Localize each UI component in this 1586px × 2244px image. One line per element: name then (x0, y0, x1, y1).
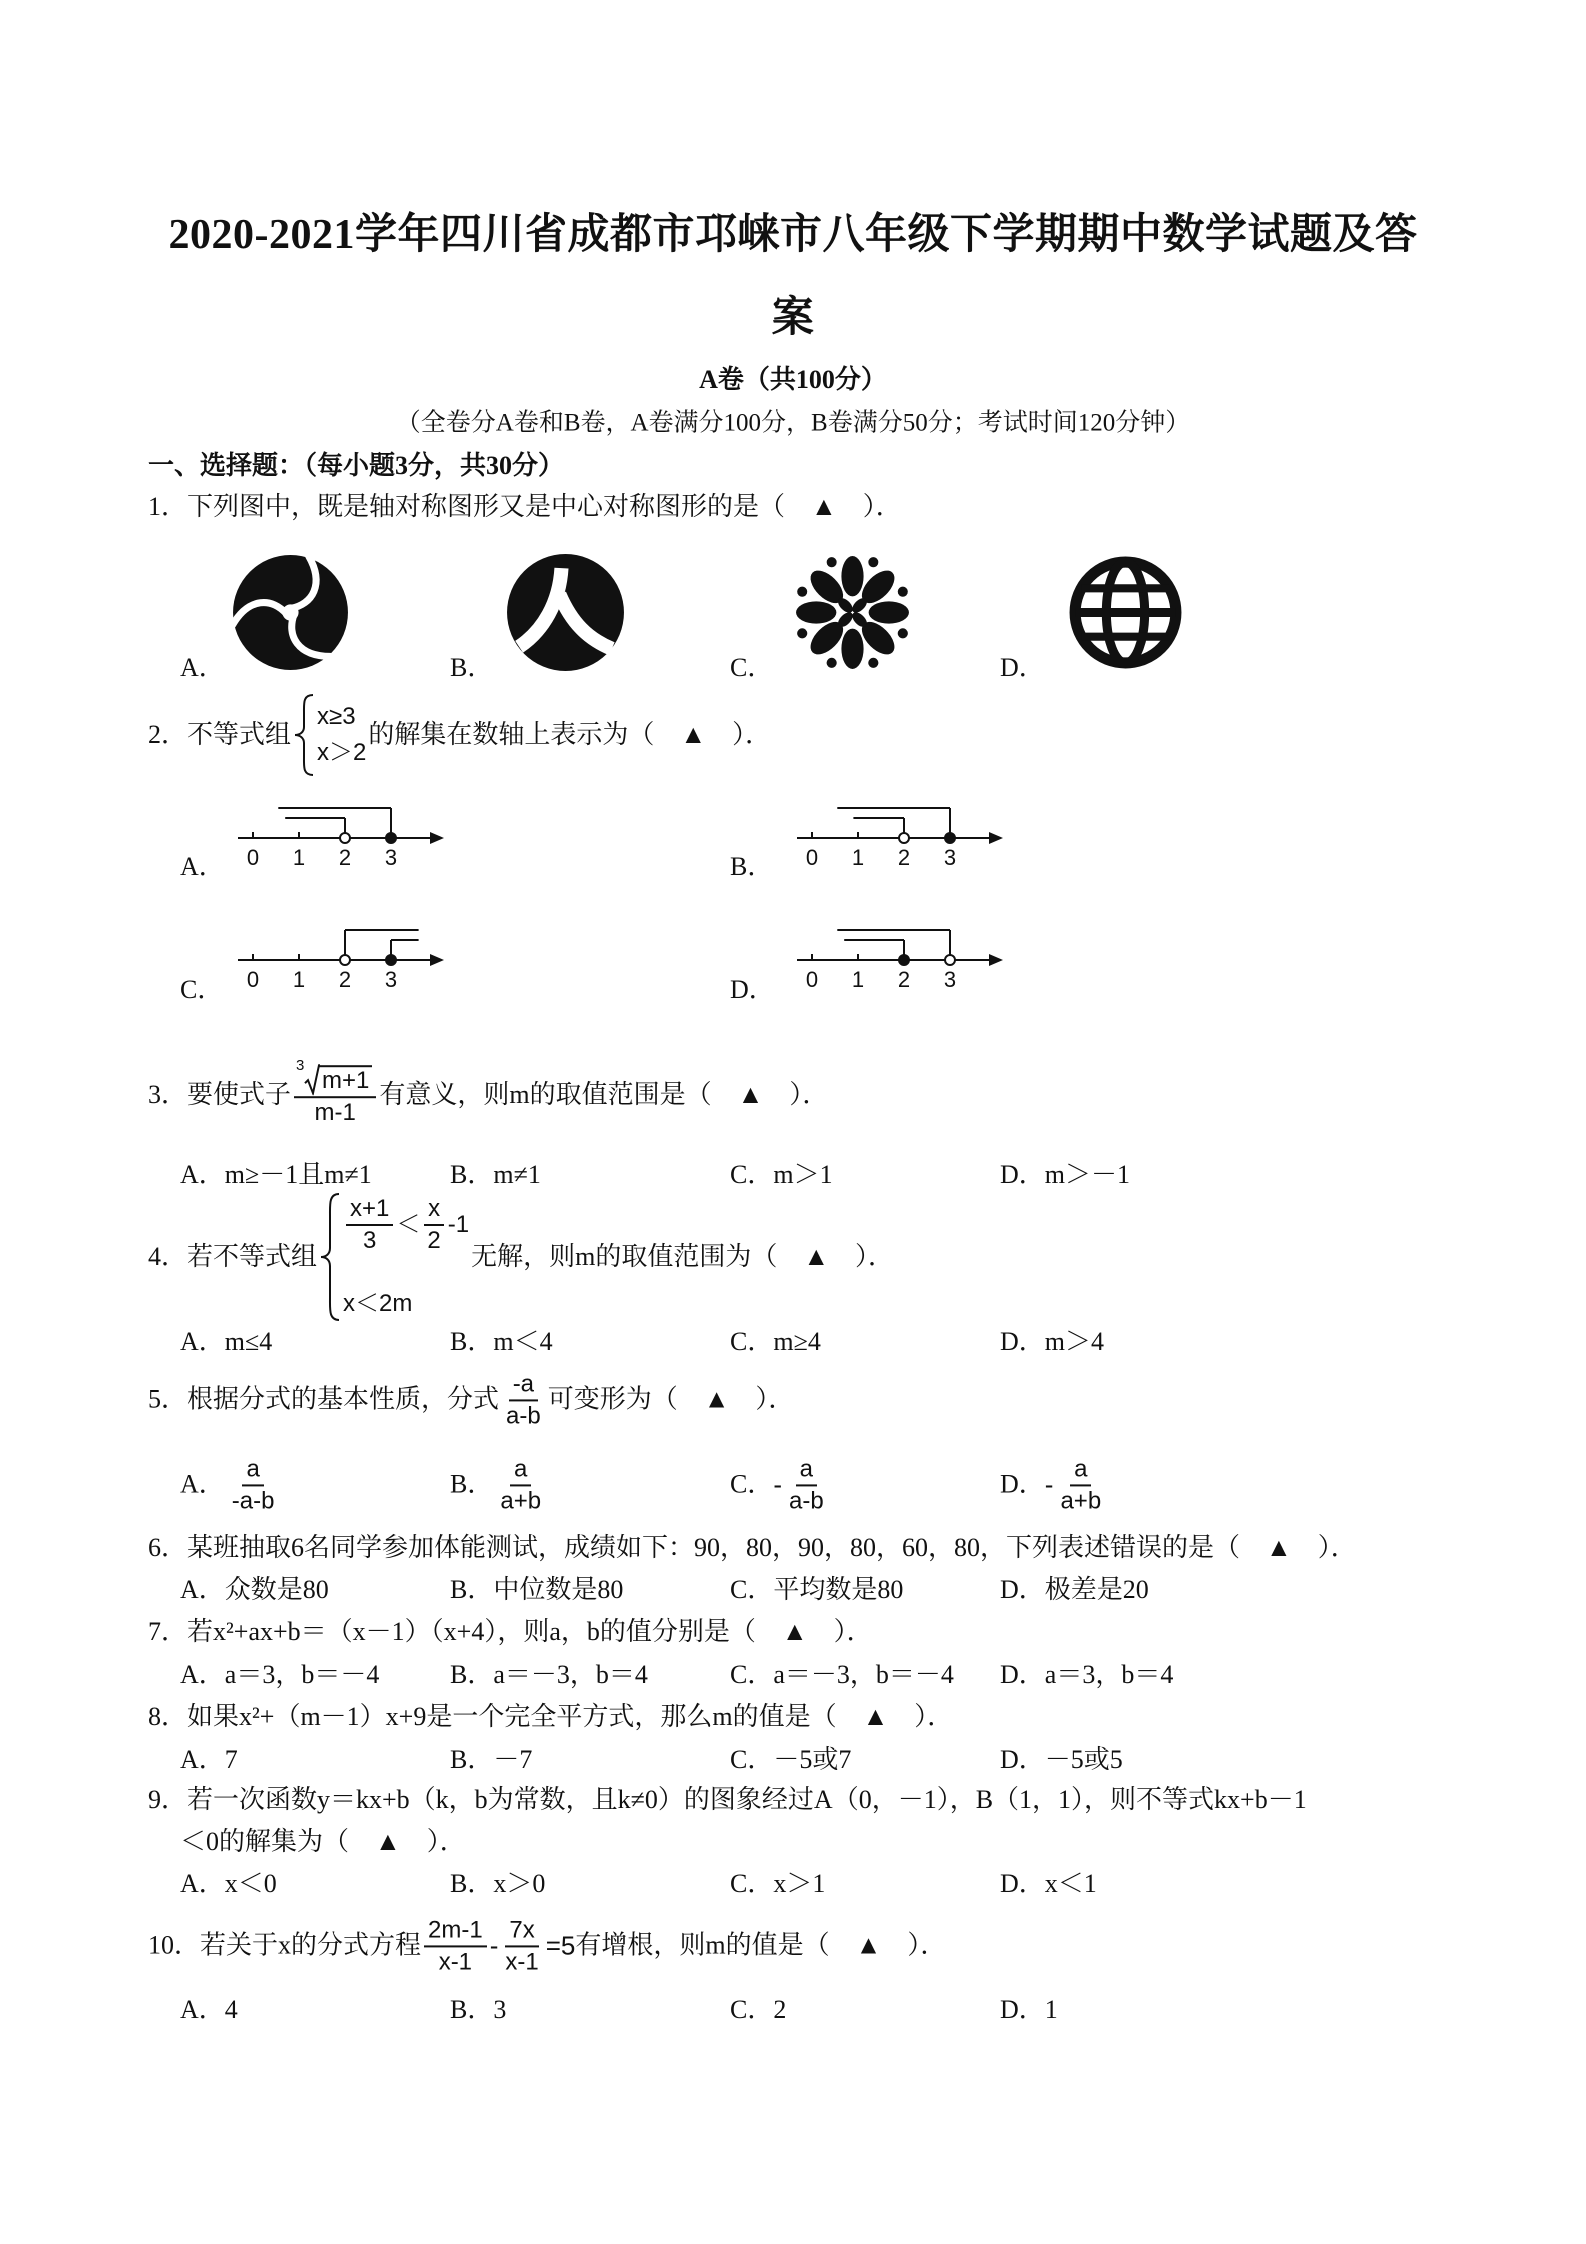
question-9-text-line-2: ＜0的解集为（ ▲ ）． (180, 1826, 466, 1856)
question-10-text-before: 10．若关于x的分式方程 (148, 1930, 422, 1960)
radical-sign-icon (304, 1063, 320, 1095)
fraction-numerator: a (242, 1455, 263, 1486)
radical-fraction (294, 1057, 376, 1127)
q8-option-a: A．7 (180, 1744, 238, 1774)
q1-option-d-label: D． (1000, 652, 1045, 682)
fraction (785, 1455, 828, 1514)
q6-option-d: D．极差是20 (1000, 1574, 1149, 1604)
number-line-tick-label: 1 (292, 845, 306, 870)
q8-option-d: D．－5或5 (1000, 1744, 1123, 1774)
fraction (1056, 1455, 1105, 1514)
question-3 (148, 1057, 829, 1127)
fraction-numerator: a (510, 1455, 531, 1486)
number-line-option-d (791, 922, 1011, 1002)
endpoint-filled (945, 833, 955, 843)
inequality-system (293, 693, 366, 777)
q6-option-a: A．众数是80 (180, 1574, 329, 1604)
q9-option-a: A．x＜0 (180, 1868, 277, 1898)
question-2 (148, 693, 771, 777)
endpoint-filled (386, 833, 396, 843)
minus-one-term: -1 (447, 1210, 470, 1238)
fraction-denominator: 3 (363, 1226, 377, 1254)
fraction-numerator: x (424, 1195, 444, 1226)
number-line-tick-label: 1 (851, 845, 865, 870)
number-line-option-b (791, 800, 1011, 880)
radicand: m+1 (319, 1065, 372, 1095)
number-line-tick-label: 2 (338, 845, 352, 870)
fraction (424, 1916, 487, 1975)
fraction (501, 1916, 542, 1975)
option-label: B． (450, 1469, 494, 1499)
question-4-text-after: 无解，则m的取值范围为（ ▲ ）． (471, 1241, 895, 1271)
number-line-option-a (232, 800, 452, 880)
less-than-sign: ＜ (396, 1210, 421, 1238)
fraction-denominator: x-1 (438, 1948, 473, 1975)
q4-option-d: D．m＞4 (1000, 1326, 1105, 1356)
fraction-numerator: a (796, 1455, 817, 1486)
q5-option-b (450, 1455, 548, 1514)
q4-option-b: B．m＜4 (450, 1326, 553, 1356)
fraction-denominator: m-1 (314, 1099, 356, 1127)
question-5 (148, 1370, 794, 1429)
number-line-arrow (430, 832, 444, 844)
equals-five: =5 (545, 1930, 576, 1961)
question-3-text-before: 3．要使式子 (148, 1079, 292, 1109)
number-line-tick-label: 0 (805, 967, 819, 992)
q7-option-b: B．a＝－3，b＝4 (450, 1659, 648, 1689)
number-line-tick-label: 0 (246, 967, 260, 992)
q6-option-c: C．平均数是80 (730, 1574, 904, 1604)
option-sign: - (773, 1469, 783, 1500)
q8-option-c: C．－5或7 (730, 1744, 852, 1774)
q7-option-c: C．a＝－3，b＝－4 (730, 1659, 954, 1689)
number-line-tick-label: 1 (851, 967, 865, 992)
fraction-denominator: a-b (506, 1402, 541, 1429)
q7-option-d: D．a＝3，b＝4 (1000, 1659, 1174, 1689)
number-line-tick-label: 3 (384, 845, 398, 870)
q5-option-a (180, 1455, 281, 1514)
fraction (423, 1195, 444, 1254)
number-line-arrow (989, 832, 1003, 844)
endpoint-filled (386, 955, 396, 965)
fraction-denominator: x-1 (505, 1948, 539, 1975)
q7-option-a: A．a＝3，b＝－4 (180, 1659, 380, 1689)
fraction-numerator: -a (509, 1370, 538, 1401)
number-line-tick-label: 1 (292, 967, 306, 992)
q1-option-c-label: C． (730, 652, 774, 682)
q2-option-d-label: D． (730, 974, 775, 1004)
option-sign: - (1044, 1469, 1054, 1500)
number-line-arrow (430, 954, 444, 966)
fraction-numerator: x+1 (346, 1195, 393, 1226)
question-10 (148, 1916, 946, 1975)
question-4 (148, 1192, 894, 1322)
number-line-option-c (232, 922, 452, 1002)
paper-subtitle: A卷（共100分） (699, 364, 887, 394)
question-3-text-after: 有意义，则m的取值范围是（ ▲ ）． (379, 1079, 829, 1109)
question-8-text: 8．如果x²+（m－1）x+9是一个完全平方式，那么m的值是（ ▲ ）． (148, 1701, 954, 1731)
q9-option-c: C．x＞1 (730, 1868, 826, 1898)
exam-note: （全卷分A卷和B卷，A卷满分100分，B卷满分50分；考试时间120分钟） (395, 409, 1191, 437)
question-1-text: 1．下列图中，既是轴对称图形又是中心对称图形的是（ ▲ ）． (148, 491, 902, 521)
q3-option-b: B．m≠1 (450, 1159, 541, 1189)
q9-option-d: D．x＜1 (1000, 1868, 1097, 1898)
page-title-line-1: 2020-2021学年四川省成都市邛崃市八年级下学期期中数学试题及答 (168, 211, 1418, 258)
q10-option-b: B．3 (450, 1994, 507, 2024)
option-label: C． (730, 1469, 774, 1499)
q2-option-b-label: B． (730, 851, 774, 881)
question-2-text-after: 的解集在数轴上表示为（ ▲ ）． (368, 719, 772, 749)
question-10-text-after: 有增根，则m的值是（ ▲ ）． (575, 1930, 947, 1960)
question-9-text-line-1: 9．若一次函数y＝kx+b（k，b为常数，且k≠0）的图象经过A（0，－1），B（1，1），则不等式kx+b－1 (148, 1784, 1307, 1814)
number-line-tick-label: 3 (943, 967, 957, 992)
triskelion-icon (228, 550, 353, 675)
q9-option-b: B．x＞0 (450, 1868, 546, 1898)
fraction (496, 1455, 545, 1514)
system-line-1: x≥3 (317, 703, 356, 730)
system-line-2: x＜2m (343, 1290, 413, 1317)
q3-option-a: A．m≥－1且m≠1 (180, 1159, 372, 1189)
brace-icon (319, 1192, 341, 1322)
q5-option-d (1000, 1455, 1108, 1514)
fraction-numerator: 2m-1 (424, 1916, 487, 1947)
number-line-arrow (989, 954, 1003, 966)
number-line-tick-label: 3 (943, 845, 957, 870)
fraction-denominator: a+b (1060, 1487, 1102, 1514)
q4-option-c: C．m≥4 (730, 1326, 821, 1356)
endpoint-open (340, 955, 350, 965)
q1-option-b-label: B． (450, 652, 494, 682)
q4-option-a: A．m≤4 (180, 1326, 273, 1356)
number-line-tick-label: 2 (897, 845, 911, 870)
fraction-denominator: -a-b (231, 1487, 275, 1514)
q10-option-a: A．4 (180, 1994, 238, 2024)
flower-icon (790, 550, 915, 675)
fraction-numerator: a (1070, 1455, 1091, 1486)
number-line-tick-label: 0 (246, 845, 260, 870)
number-line-tick-label: 2 (897, 967, 911, 992)
endpoint-filled (899, 955, 909, 965)
system-line-1 (343, 1195, 469, 1254)
fraction (502, 1370, 545, 1429)
q10-option-c: C．2 (730, 1994, 787, 2024)
q2-option-a-label: A． (180, 851, 225, 881)
number-line-tick-label: 2 (338, 967, 352, 992)
q3-option-c: C．m＞1 (730, 1159, 833, 1189)
fraction (346, 1195, 393, 1254)
brace-icon (293, 693, 315, 777)
fraction-denominator: 2 (427, 1226, 441, 1254)
question-5-text-after: 可变形为（ ▲ ）． (547, 1384, 795, 1414)
fraction (228, 1455, 279, 1514)
endpoint-open (899, 833, 909, 843)
system-line-2: x＞2 (317, 739, 367, 766)
inequality-system (319, 1192, 469, 1322)
option-label: D． (1000, 1469, 1045, 1499)
section-heading: 一、选择题：（每小题3分，共30分） (148, 450, 565, 480)
option-label: A． (180, 1469, 225, 1499)
q2-option-c-label: C． (180, 974, 224, 1004)
q8-option-b: B．－7 (450, 1744, 533, 1774)
fraction-numerator: 7x (505, 1916, 538, 1947)
question-7-text: 7．若x²+ax+b＝（x－1）（x+4），则a，b的值分别是（ ▲ ）． (148, 1616, 873, 1646)
question-5-text-before: 5．根据分式的基本性质，分式 (148, 1384, 500, 1414)
fraction-denominator: a-b (789, 1487, 824, 1514)
fraction-numerator (294, 1057, 376, 1098)
question-4-text-before: 4．若不等式组 (148, 1241, 318, 1271)
q10-option-d: D．1 (1000, 1994, 1058, 2024)
question-2-text-before: 2．不等式组 (148, 719, 292, 749)
ren-circle-icon (503, 550, 628, 675)
endpoint-open (340, 833, 350, 843)
q5-option-c (730, 1455, 831, 1514)
number-line-tick-label: 3 (384, 967, 398, 992)
number-line-tick-label: 0 (805, 845, 819, 870)
q1-option-a-label: A． (180, 652, 225, 682)
q3-option-d: D．m＞－1 (1000, 1159, 1131, 1189)
globe-icon (1063, 550, 1188, 675)
question-6-text: 6．某班抽取6名同学参加体能测试，成绩如下：90，80，90，80，60，80，下列表述错误的是（ ▲ ）． (148, 1532, 1357, 1562)
endpoint-open (945, 955, 955, 965)
minus-sign: - (489, 1930, 499, 1961)
fraction-denominator: a+b (500, 1487, 542, 1514)
q6-option-b: B．中位数是80 (450, 1574, 624, 1604)
page-title-line-2: 案 (771, 294, 815, 341)
radical-index: 3 (296, 1057, 305, 1075)
